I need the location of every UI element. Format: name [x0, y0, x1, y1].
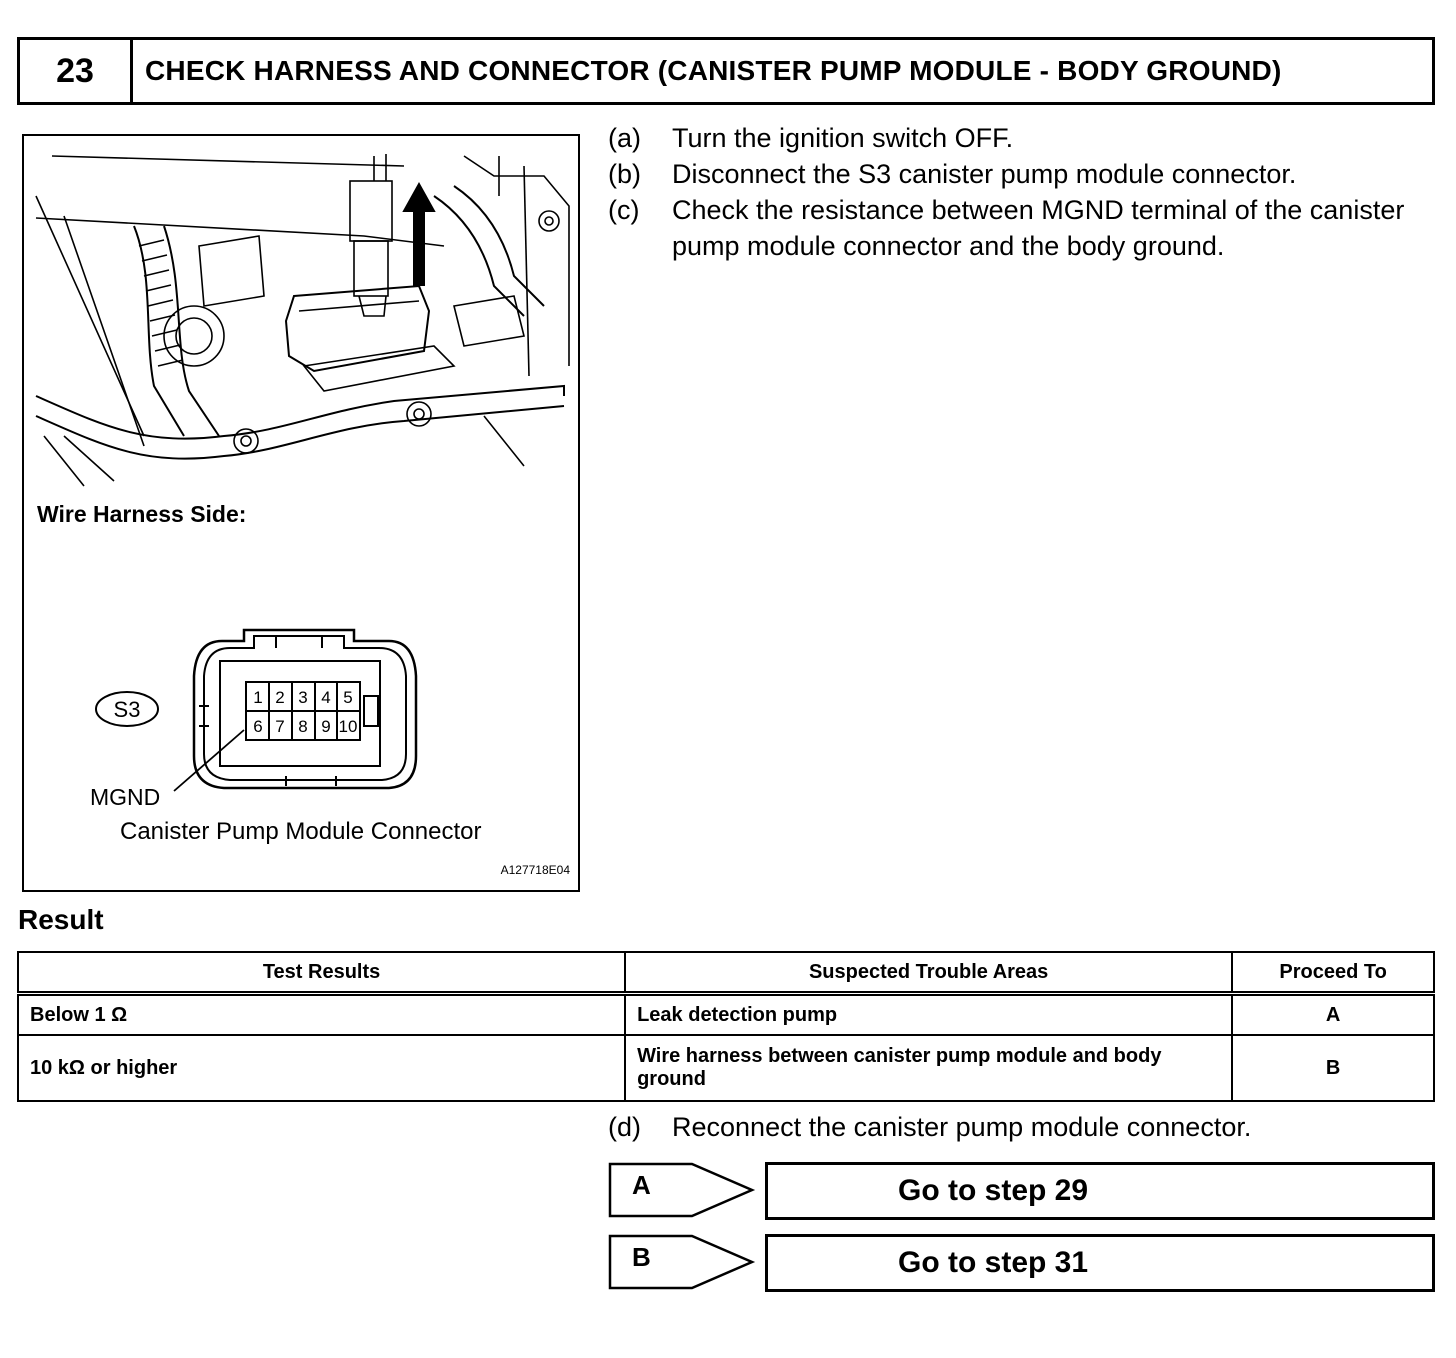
mgnd-terminal-label: MGND	[90, 784, 161, 810]
instruction-b	[608, 156, 1438, 192]
table-row	[18, 994, 1434, 1036]
outcome-letter: A	[632, 1170, 651, 1200]
wire-harness-side-label: Wire Harness Side:	[37, 501, 247, 527]
proceed-to-cell: A	[1232, 994, 1434, 1036]
column-header: Suspected Trouble Areas	[625, 952, 1232, 994]
table-row	[18, 1035, 1434, 1101]
connector-name-label: Canister Pump Module Connector	[120, 818, 482, 845]
outcome-letter: B	[632, 1242, 651, 1272]
instruction-text: Disconnect the S3 canister pump module connector.	[672, 159, 1297, 189]
connector-badge: S3	[113, 697, 141, 722]
test-result-cell: 10 kΩ or higher	[18, 1035, 625, 1101]
instruction-list	[608, 120, 1438, 264]
goto-step-button[interactable]: Go to step 29	[765, 1162, 1435, 1220]
trouble-area-cell: Wire harness between canister pump module and body ground	[625, 1035, 1232, 1101]
instruction-text: Turn the ignition switch OFF.	[672, 123, 1014, 153]
instruction-c	[608, 192, 1438, 264]
instruction-key: (b)	[608, 159, 641, 189]
table-header-row	[18, 952, 1434, 994]
instruction-text: Check the resistance between MGND terminal of the canister pump module connector and the body ground.	[672, 195, 1405, 261]
arrow-tag-icon	[608, 1162, 758, 1220]
column-header: Proceed To	[1232, 952, 1434, 994]
arrow-tag-icon	[608, 1234, 758, 1292]
proceed-to-cell: B	[1232, 1035, 1434, 1101]
step-header	[17, 37, 1435, 105]
trouble-area-cell: Leak detection pump	[625, 994, 1232, 1036]
terminal-4: 4	[321, 688, 331, 707]
step-number: 23	[20, 40, 133, 102]
goto-step-button[interactable]: Go to step 31	[765, 1234, 1435, 1292]
connector-diagram	[96, 630, 416, 791]
outcome-b[interactable]	[608, 1234, 1438, 1296]
outcome-a[interactable]	[608, 1162, 1438, 1224]
illustration-code: A127718E04	[500, 863, 570, 877]
terminal-1: 1	[253, 688, 263, 707]
terminal-9: 9	[321, 717, 331, 736]
result-table	[17, 951, 1435, 1102]
instruction-key: (a)	[608, 123, 641, 153]
terminal-8: 8	[298, 717, 308, 736]
instruction-key: (c)	[608, 195, 640, 225]
instruction-text: Reconnect the canister pump module connector.	[672, 1112, 1252, 1142]
result-heading: Result	[18, 904, 104, 935]
step-title: CHECK HARNESS AND CONNECTOR (CANISTER PUMP MODULE - BODY GROUND)	[145, 55, 1282, 86]
instruction-key: (d)	[608, 1112, 641, 1142]
terminal-5: 5	[343, 688, 353, 707]
terminal-2: 2	[275, 688, 285, 707]
terminal-10: 10	[338, 717, 358, 736]
column-header: Test Results	[18, 952, 625, 994]
terminal-3: 3	[298, 688, 308, 707]
test-result-cell: Below 1 Ω	[18, 994, 625, 1036]
instruction-d	[608, 1112, 1251, 1143]
instruction-a	[608, 120, 1438, 156]
terminal-7: 7	[275, 717, 285, 736]
terminal-6: 6	[253, 717, 263, 736]
illustration-figure	[22, 134, 580, 892]
